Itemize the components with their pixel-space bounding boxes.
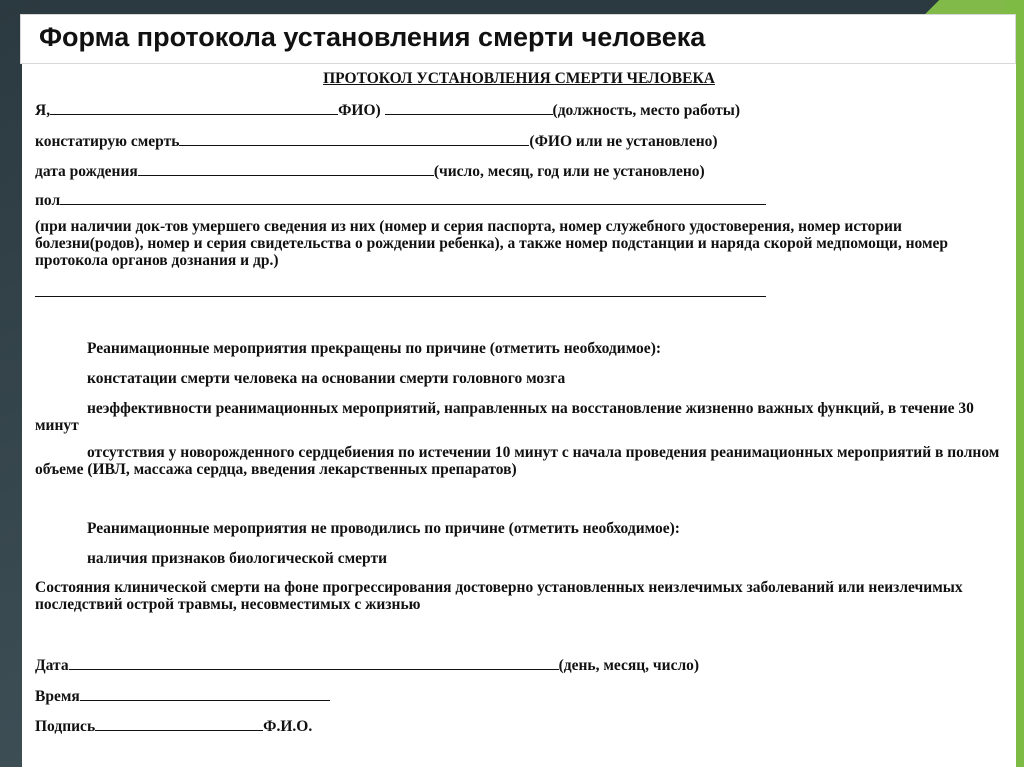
protocol-form xyxy=(22,64,1016,767)
line-documents-blank xyxy=(35,282,766,301)
blank-date[interactable] xyxy=(69,655,559,670)
blank-deceased-name[interactable] xyxy=(179,131,529,146)
not-performed-heading: Реанимационные мероприятия не проводились по причине (отметить необходимое): xyxy=(87,520,680,537)
line-birth-date: дата рождения (число, месяц, год или не установлено) xyxy=(35,163,705,180)
blank-signature[interactable] xyxy=(95,716,263,731)
line-signature: Подпись Ф.И.О. xyxy=(35,718,313,735)
protocol-heading: ПРОТОКОЛ УСТАНОВЛЕНИЯ СМЕРТИ ЧЕЛОВЕКА xyxy=(323,70,715,87)
slide-title: Форма протокола установления смерти человека xyxy=(39,22,706,52)
blank-physician-name[interactable] xyxy=(50,100,338,115)
slide-title-bar xyxy=(20,14,1016,64)
stopped-reason-ineffective: неэффективности реанимационных мероприятий, направленных на восстановление жизненно важных функций, в течение 30 минут xyxy=(35,400,974,434)
blank-time[interactable] xyxy=(80,686,330,701)
line-death-stated: констатирую смерть (ФИО или не установлено) xyxy=(35,133,718,150)
not-performed-reason-clinical-death: Состояния клинической смерти на фоне прогрессирования достоверно установленных неизлечимых заболеваний или неизлечимых последствий острой травмы, несовместимых с жизнью xyxy=(35,579,963,613)
documents-note: (при наличии док-тов умершего сведения из них (номер и серия паспорта, номер служебного удостоверения, номер истории болезни(родов), номер и серия свидетельства о рождении ребенка), а также номер подстанции и наряда скорой медпомощи, номер протокола органов дознания и др.) xyxy=(35,218,949,269)
line-date: Дата (день, месяц, число) xyxy=(35,657,700,674)
line-physician: Я, ФИО) (должность, место работы) xyxy=(35,102,741,119)
stopped-reason-newborn: отсутствия у новорожденного сердцебиения по истечении 10 минут с начала проведения реанимационных мероприятий в полном объеме (ИВЛ, массажа сердца, введения лекарственных препаратов) xyxy=(35,444,1000,478)
blank-sex[interactable] xyxy=(60,190,766,205)
stopped-heading: Реанимационные мероприятия прекращены по причине (отметить необходимое): xyxy=(87,340,662,357)
line-sex: пол xyxy=(35,190,766,209)
blank-position[interactable] xyxy=(385,100,553,115)
line-time: Время xyxy=(35,686,330,705)
stopped-reason-brain-death: констатации смерти человека на основании смерти головного мозга xyxy=(87,370,566,387)
blank-birth-date[interactable] xyxy=(138,161,434,176)
not-performed-reason-biological-death: наличия признаков биологической смерти xyxy=(87,550,387,567)
blank-documents[interactable] xyxy=(35,282,766,297)
